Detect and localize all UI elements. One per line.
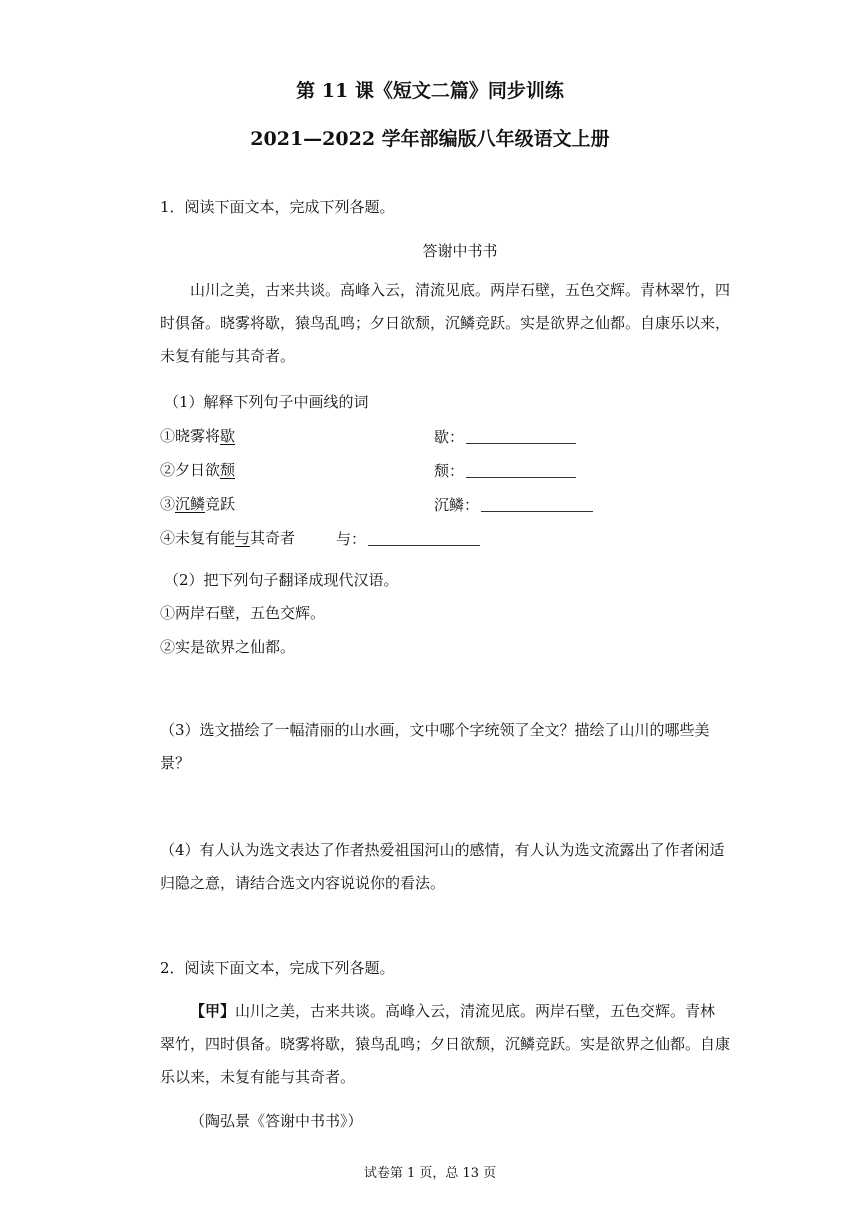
q1-sub2-item-2: ②实是欲界之仙都。 (160, 638, 296, 656)
page-subtitle: 2021—2022 学年部编版八年级语文上册 (250, 128, 610, 150)
q1-passage: 山川之美，古来共谈。高峰入云，清流见底。两岸石壁，五色交辉。青林翠竹，四时俱备。晓雾将歇，猿鸟乱鸣；夕日欲颓，沉鳞竞跃。实是欲界之仙都。自康乐以来，未复有能与其奇者。 (160, 281, 731, 365)
q1-item-1-answer[interactable]: 歇： (434, 426, 576, 447)
q1-sub2-prompt: （2）把下列句子翻译成现代汉语。 (164, 571, 399, 589)
q1-sub1-prompt: （1）解释下列句子中画线的词 (164, 393, 369, 411)
answer-blank[interactable] (368, 531, 480, 546)
q2-source: （陶弘景《答谢中书书》） (190, 1112, 363, 1130)
question-2-heading: 2．阅读下面文本，完成下列各题。 (160, 959, 395, 977)
q1-item-2: ②夕日欲颓 (160, 461, 236, 479)
answer-blank[interactable] (466, 429, 576, 444)
q1-sub3-prompt: （3）选文描绘了一幅清丽的山水画，文中哪个字统领了全文？描绘了山川的哪些美景？ (160, 721, 710, 772)
q1-item-4-answer[interactable]: 与： (336, 528, 480, 549)
question-1-heading: 1．阅读下面文本，完成下列各题。 (160, 198, 395, 216)
q2-passage: 【甲】山川之美，古来共谈。高峰入云，清流见底。两岸石壁，五色交辉。青林翠竹，四时俱备。晓雾将歇，猿鸟乱鸣；夕日欲颓，沉鳞竞跃。实是欲界之仙都。自康乐以来，未复有能与其奇者。 (160, 1002, 731, 1086)
answer-blank[interactable] (481, 497, 593, 512)
q1-item-2-answer[interactable]: 颓： (434, 460, 576, 481)
q1-item-3: ③沉鳞竞跃 (160, 495, 236, 513)
q1-sub2-item-1: ①两岸石壁，五色交辉。 (160, 604, 326, 622)
answer-blank[interactable] (466, 463, 576, 478)
passage-title: 答谢中书书 (422, 242, 498, 260)
q1-item-4: ④未复有能与其奇者 (160, 529, 296, 547)
page-footer: 试卷第 1 页，总 13 页 (363, 1166, 497, 1181)
q1-item-1: ①晓雾将歇 (160, 427, 236, 445)
q1-item-3-answer[interactable]: 沉鳞： (434, 494, 593, 515)
q1-sub4-prompt: （4）有人认为选文表达了作者热爱祖国河山的感情，有人认为选文流露出了作者闲适归隐之意，请结合选文内容说说你的看法。 (160, 841, 725, 892)
page-title: 第 11 课《短文二篇》同步训练 (296, 80, 564, 102)
